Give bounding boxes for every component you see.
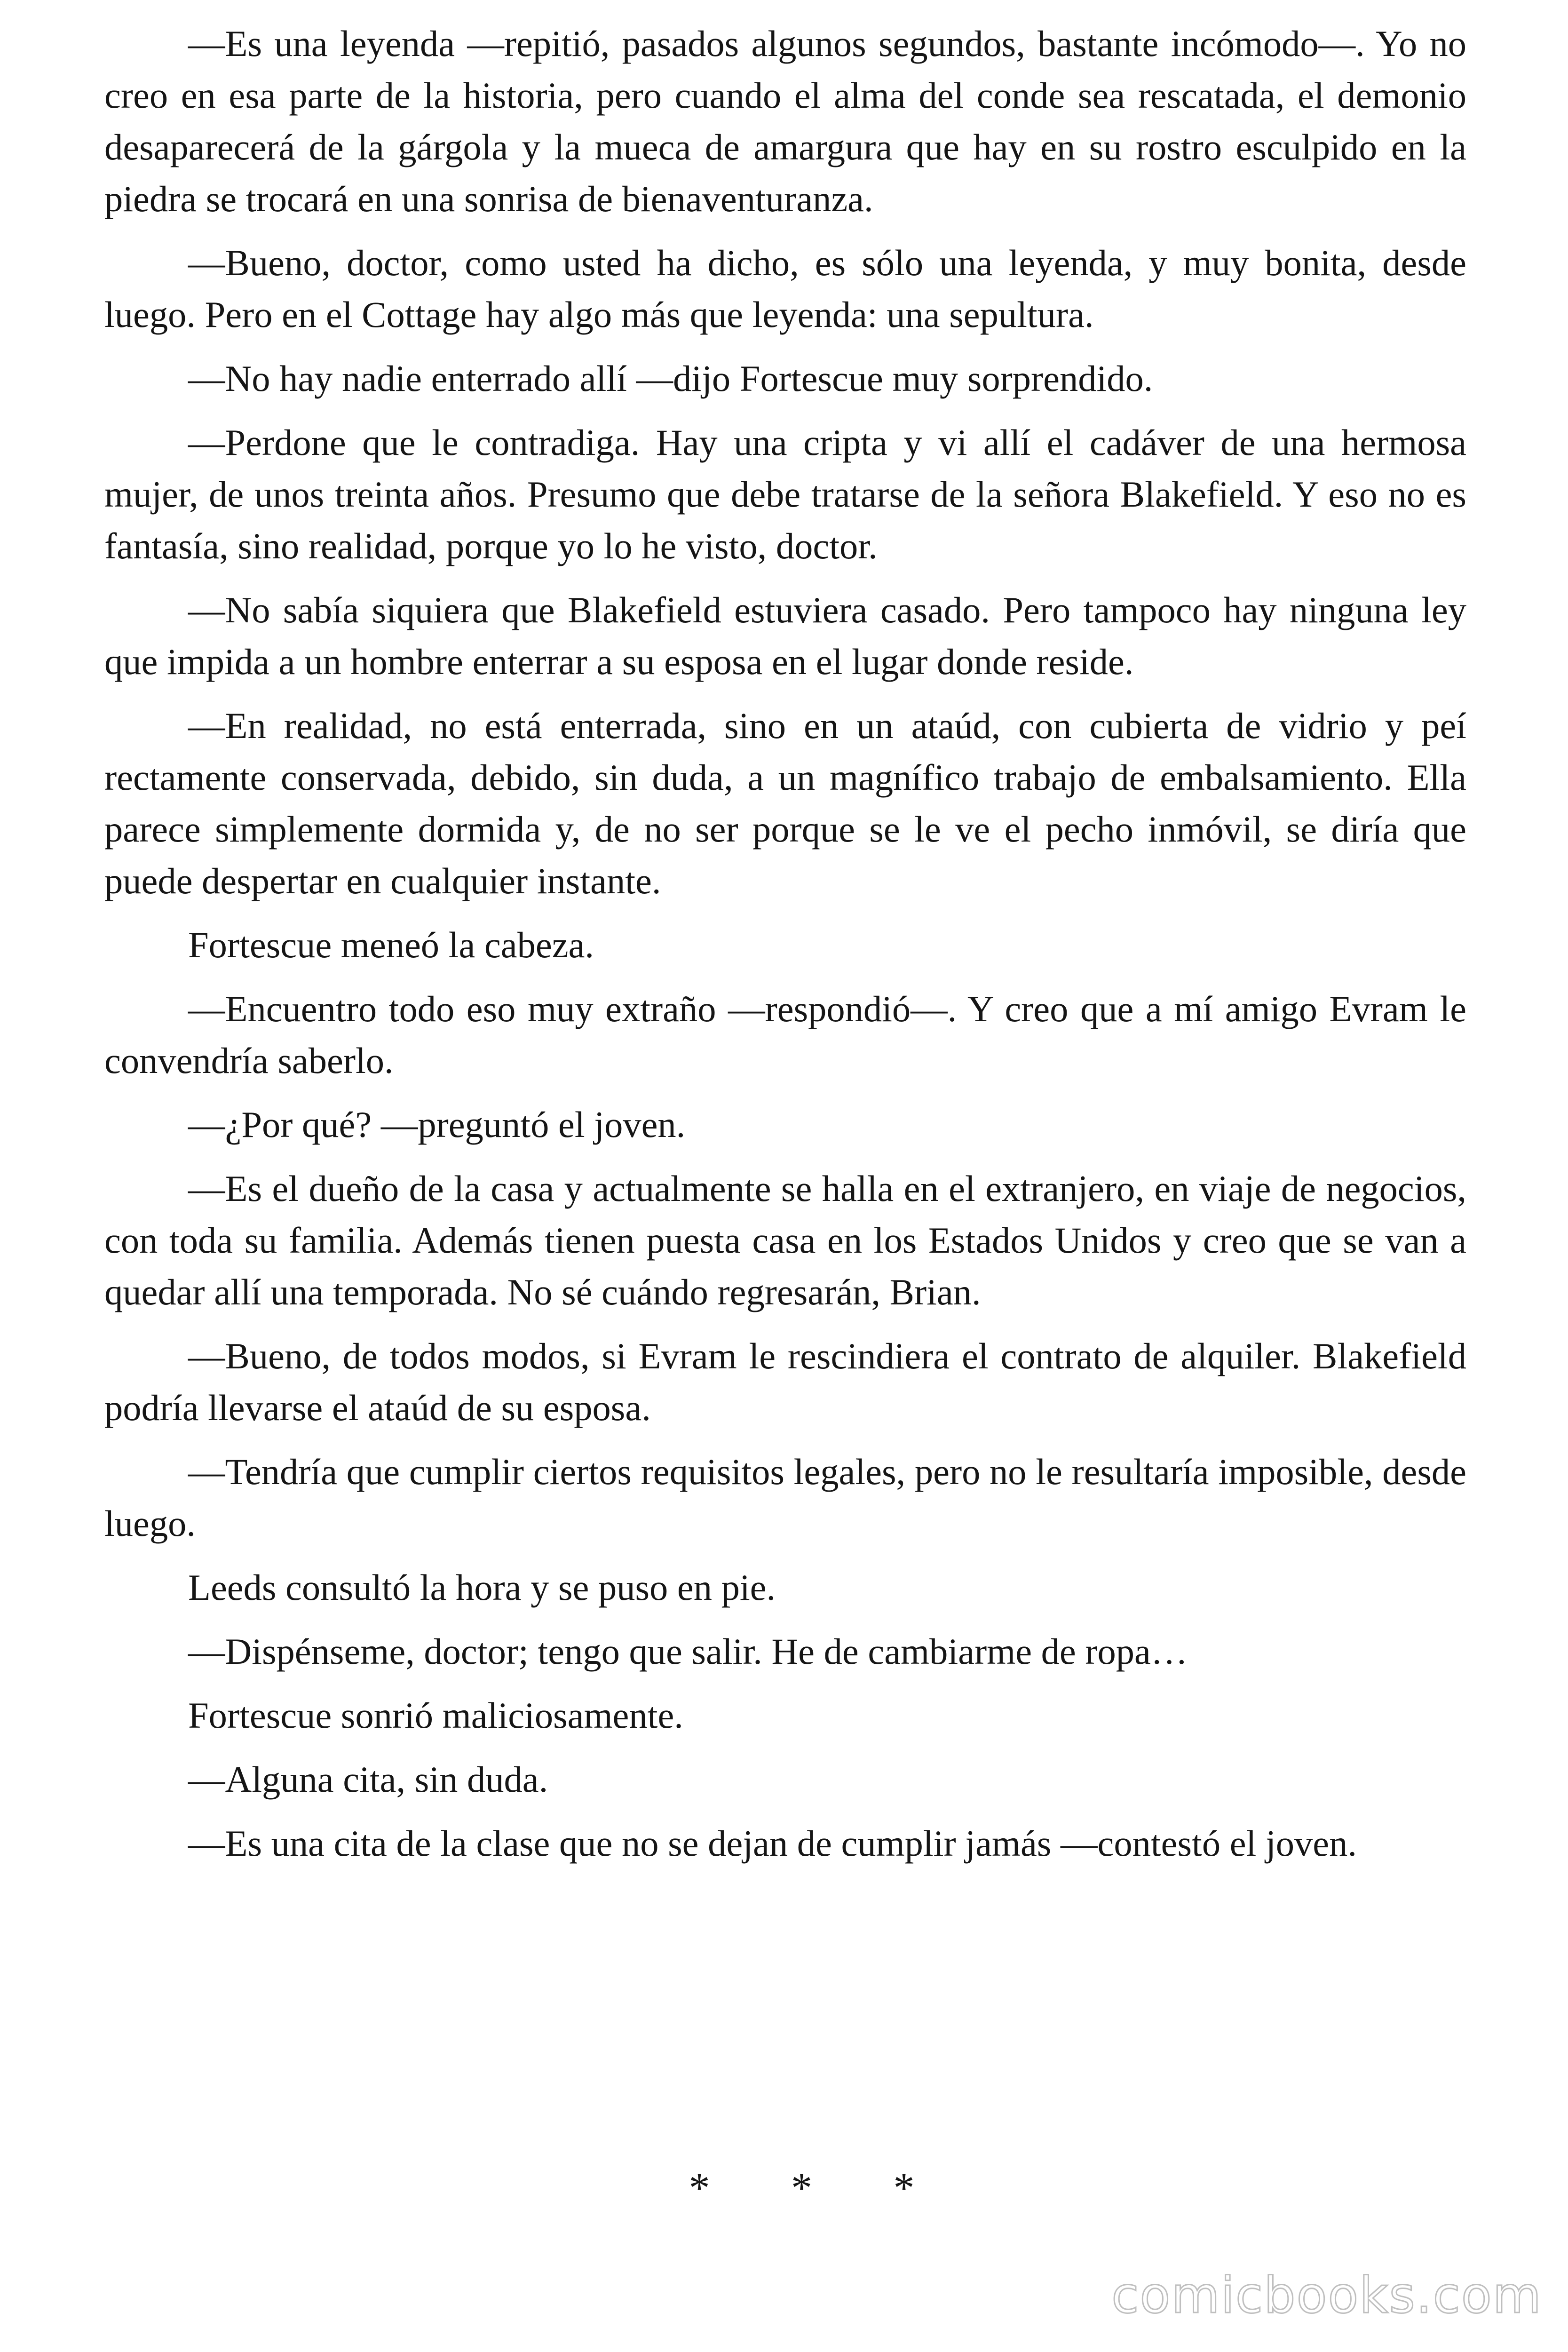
paragraph: —Es una cita de la clase que no se dejan de cumplir jamás —contestó el joven.	[188, 1823, 1357, 1864]
paragraph: —Es una leyenda —repitió, pasados algunos segundos, bastante incómodo—. Yo no creo en esa parte de la historia, pero cuando el alma del conde sea rescatada, el demonio desaparecerá de la gárgola y la mueca de amargura que hay en su rostro esculpido en la piedra se trocará en una sonrisa de bienaventuranza.	[104, 23, 1466, 219]
paragraph: —Dispénseme, doctor; tengo que salir. He de cambiarme de ropa…	[188, 1631, 1188, 1672]
paragraph: Leeds consultó la hora y se puso en pie.	[188, 1567, 776, 1608]
paragraph: —Alguna cita, sin duda.	[188, 1759, 548, 1800]
watermark: comicbooks.com	[1111, 2266, 1542, 2324]
paragraph: —Bueno, de todos modos, si Evram le rescindiera el contrato de alquiler. Blakefield podría llevarse el ataúd de su esposa.	[104, 1335, 1466, 1428]
paragraph: —Bueno, doctor, como usted ha dicho, es sólo una leyenda, y muy bonita, desde luego. Pero en el Cottage hay algo más que leyenda: una sepultura.	[104, 242, 1466, 335]
paragraph: —Encuentro todo eso muy extraño —respondió—. Y creo que a mí amigo Evram le convendría saberlo.	[104, 988, 1466, 1081]
section-separator: * * *	[689, 2165, 950, 2211]
paragraph: —No sabía siquiera que Blakefield estuviera casado. Pero tampoco hay ninguna ley que impida a un hombre enterrar a su esposa en el lugar donde reside.	[104, 589, 1466, 682]
paragraph: —Perdone que le contradiga. Hay una cripta y vi allí el cadáver de una hermosa mujer, de unos treinta años. Presumo que debe tratarse de la señora Blakefield. Y eso no es fantasía, sino realidad, porque yo lo he visto, doctor.	[104, 422, 1466, 566]
paragraph: —¿Por qué? —preguntó el joven.	[188, 1104, 686, 1145]
paragraph: —Tendría que cumplir ciertos requisitos legales, pero no le resultaría imposible, desde luego.	[104, 1451, 1466, 1544]
paragraph: —No hay nadie enterrado allí —dijo Fortescue muy sorprendido.	[188, 358, 1153, 399]
paragraph: Fortescue sonrió maliciosamente.	[188, 1695, 683, 1736]
paragraph: Fortescue meneó la cabeza.	[188, 924, 594, 965]
book-page-text	[104, 18, 1466, 1882]
paragraph: —Es el dueño de la casa y actualmente se halla en el extranjero, en viaje de negocios, con toda su familia. Además tienen puesta casa en los Estados Unidos y creo que se van a quedar allí una temporada. No sé cuándo regresarán, Brian.	[104, 1168, 1466, 1312]
paragraph: —En realidad, no está enterrada, sino en un ataúd, con cubierta de vidrio y peí rectamente conservada, debido, sin duda, a un magnífico trabajo de embalsamiento. Ella parece simplemente dormida y, de no ser porque se le ve el pecho inmóvil, se diría que puede despertar en cualquier instante.	[104, 705, 1466, 901]
